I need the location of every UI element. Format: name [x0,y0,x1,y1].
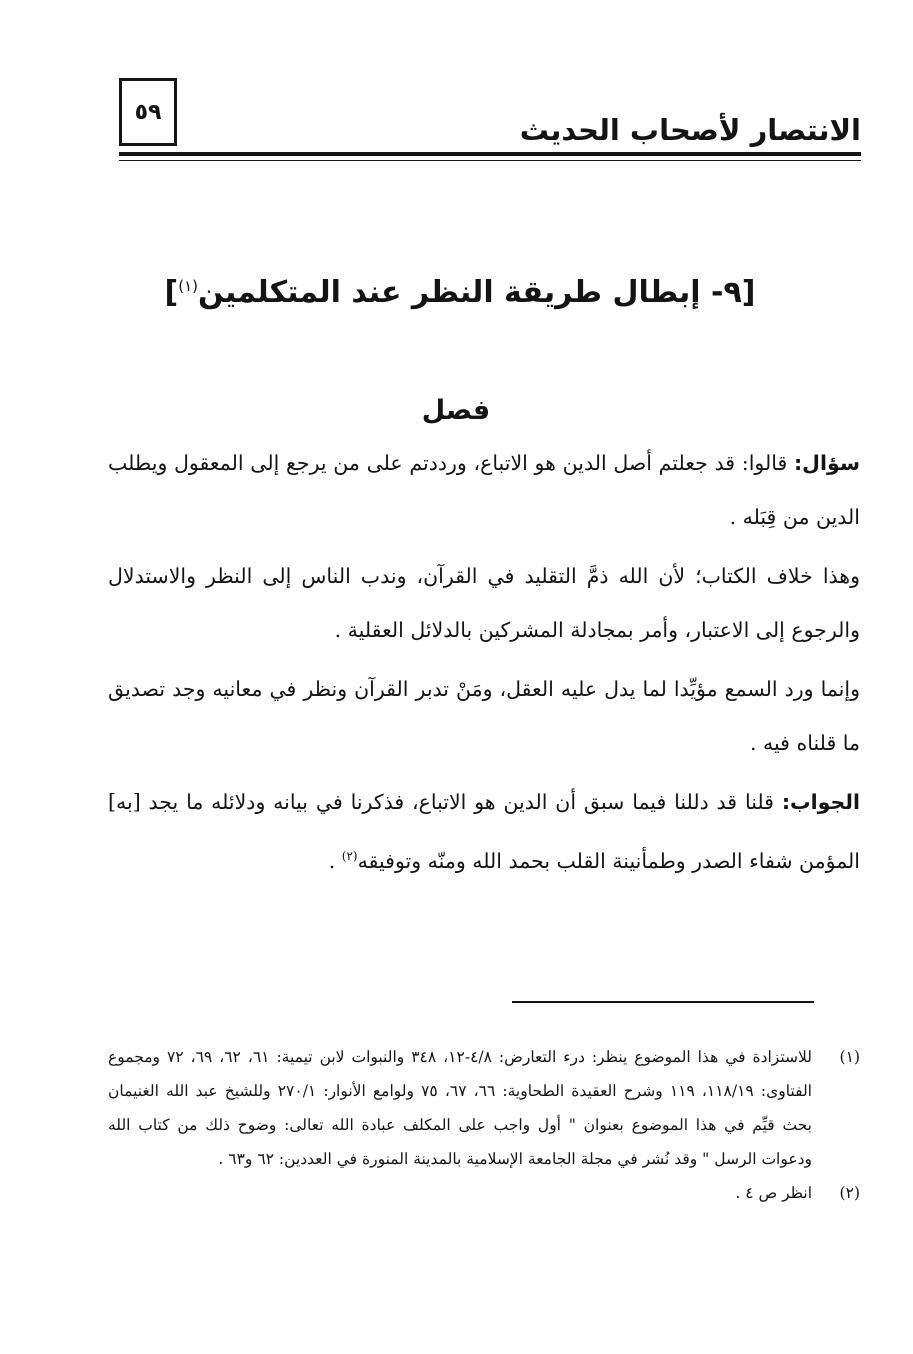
main-text [108,437,860,894]
section-heading-text: [٩- إبطال طريقة النظر عند المتكلمين [198,275,756,310]
paragraph-answer [108,776,860,888]
footnote-text: للاستزادة في هذا الموضوع ينظر: درء التعارض: ٤/٨-١٢، ٣٤٨ والنبوات لابن تيمية: ٦١، ٦٢، ٦٩، ٧٢ ومجموع الفتاوى: ١١٨/١٩، ١١٩ وشرح العقيدة الطحاوية: ٦٦، ٦٧، ٧٥ ولوامع الأنوار: ٢٧٠/١ وللشيخ عبد الله الغنيمان بحث قيِّم في هذا الموضوع بعنوان " أول واجب على المكلف عبادة الله تعالى: وضوح ذلك من كتاب الله ودعوات الرسل " وقد نُشر في مجلة الجامعة الإسلامية بالمدينة المنورة في العددين: ٦٢ و٦٣ . [108,1048,812,1168]
footnote-text: انظر ص ٤ . [735,1184,812,1202]
paragraph-revelation: وإنما ورد السمع مؤيِّدا لما يدل عليه العقل، ومَنْ تدبر القرآن ونظر في معانيه وجد تصديق ما قلناه فيه . [108,677,860,755]
footnote-number: (١) [839,1048,860,1066]
paragraph-question [108,437,860,544]
question-text: قالوا: قد جعلتم أصل الدين هو الاتباع، ورددتم على من يرجع إلى المعقول ويطلب الدين من قِبَله . [108,451,860,529]
section-heading-close: ] [164,275,179,310]
section-heading [150,258,770,321]
header-rule-thick [119,152,861,156]
header-rule-thin [119,160,861,161]
answer-lead: الجواب: [781,790,860,814]
footnote-separator [512,1001,814,1003]
heading-footnote-ref: (١) [178,277,199,295]
answer-text: قلنا قد دللنا فيما سبق أن الدين هو الاتباع، فذكرنا في بيانه ودلائله ما يجد [به] المؤمن شفاء الصدر وطمأنينة القلب بحمد الله ومنّه وتوفيقه [108,790,860,873]
page-number: ٥٩ [119,78,177,146]
running-title: الانتصار لأصحاب الحديث [519,113,861,147]
subheading: فصل [421,395,491,426]
footnote-2 [108,1176,860,1210]
answer-footnote-ref: (٢) [341,848,358,863]
footnote-1 [108,1040,860,1176]
answer-end: . [328,848,342,873]
footnote-number: (٢) [839,1184,860,1202]
footnotes [108,1040,860,1210]
paragraph-objection: وهذا خلاف الكتاب؛ لأن الله ذمَّ التقليد في القرآن، وندب الناس إلى النظر والاستدلال والرجوع إلى الاعتبار، وأمر بمجادلة المشركين بالدلائل العقلية . [108,564,860,642]
question-lead: سؤال: [793,451,860,475]
